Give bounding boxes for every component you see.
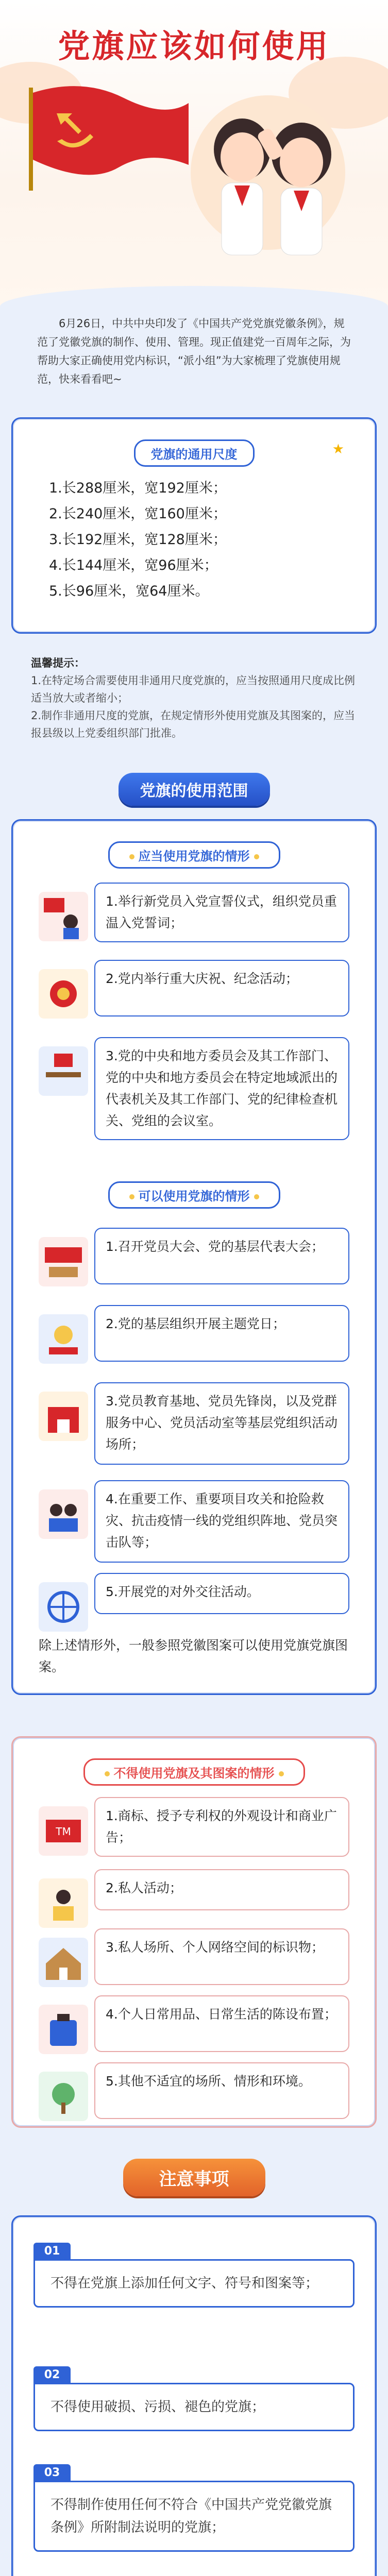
case-item [39, 1228, 349, 1305]
note-number: 02 [33, 2366, 71, 2384]
scope-cannot-card [11, 1736, 377, 2128]
case-item [39, 2062, 349, 2140]
can-use-heading: 可以使用党旗的情形 [108, 1181, 280, 1209]
case-item [39, 1480, 349, 1578]
header-banner [0, 0, 388, 307]
tips-section [31, 654, 357, 742]
header-wave [0, 286, 388, 307]
case-text: 1.召开党员大会、党的基层代表大会； [94, 1228, 349, 1284]
case-item [39, 1995, 349, 2073]
foreign-exchange-icon [39, 1582, 88, 1632]
size-item: 2.长240厘米，宽160厘米； [49, 506, 227, 522]
case-text: 2.党的基层组织开展主题党日； [94, 1305, 349, 1362]
size-item: 5.长96厘米，宽64厘米。 [49, 583, 209, 599]
assembly-icon [39, 1237, 88, 1286]
private-event-icon [39, 1878, 88, 1928]
case-item [39, 1037, 349, 1156]
case-text: 4.在重要工作、重要项目攻关和抢险救灾、抗击疫情一线的党组织阵地、党员突击队等； [94, 1480, 349, 1563]
can-use-footer: 除上述情形外，一般参照党徽图案可以使用党旗党旗图案。 [39, 1638, 348, 1674]
saluting-students-illustration [185, 88, 356, 258]
tips-label: 温馨提示： [31, 657, 85, 669]
oath-ceremony-icon [39, 892, 88, 941]
scope-should-can-card [11, 819, 377, 1695]
case-text: 2.私人活动； [94, 1869, 349, 1910]
daily-goods-icon [39, 2005, 88, 2054]
private-place-icon [39, 1938, 88, 1987]
meeting-room-icon [39, 1046, 88, 1096]
case-text: 4.个人日常用品、日常生活的陈设布置； [94, 1995, 349, 2052]
case-text: 5.其他不适宜的场所、情形和环境。 [94, 2062, 349, 2119]
intro-paragraph: 6月26日，中共中央印发了《中国共产党党旗党徽条例》，规范了党徽党旗的制作、使用、管理。现正值建党一百周年之际，为帮助大家正确使用党内标识，“派小组”为大家梳理了党旗使用规范，快来看看吧~ [37, 317, 351, 385]
case-text: 2.党内举行重大庆祝、纪念活动； [94, 960, 349, 1016]
case-item [39, 1305, 349, 1382]
note-number: 03 [33, 2464, 71, 2482]
celebration-icon [39, 969, 88, 1019]
trademark-icon [39, 1806, 88, 1856]
flag-size-list [49, 476, 227, 604]
note-text: 不得在党旗上添加任何文字、符号和图案等； [33, 2259, 355, 2308]
case-text: 3.私人场所、个人网络空间的标识物； [94, 1928, 349, 1985]
case-text: 3.党员教育基地、党员先锋岗，以及党群服务中心、党员活动室等基层党组织活动场所； [94, 1382, 349, 1465]
should-use-heading: 应当使用党旗的情形 [108, 841, 280, 869]
note-text: 不得制作使用任何不符合《中国共产党党徽党旗条例》所附制法说明的党旗； [33, 2481, 355, 2552]
case-text: 1.举行新党员入党宣誓仪式，组织党员重温入党誓词； [94, 883, 349, 942]
note-number: 01 [33, 2243, 71, 2260]
frontline-team-icon [39, 1489, 88, 1539]
tip-item: 2.制作非通用尺度的党旗，在规定情形外使用党旗及其图案的，应当报县级以上党委组织部门批准。 [31, 709, 356, 739]
theme-day-icon [39, 1314, 88, 1364]
star-icon: ★ [332, 442, 344, 457]
case-text: 1.商标、授予专利权的外观设计和商业广告； [94, 1797, 349, 1857]
case-item [39, 1797, 349, 1874]
service-center-icon [39, 1392, 88, 1441]
case-item [39, 960, 349, 1037]
tip-item: 1.在特定场合需要使用非通用尺度党旗的，应当按照通用尺度成比例适当放大或者缩小； [31, 674, 356, 704]
size-item: 3.长192厘米，宽128厘米； [49, 532, 227, 548]
party-flag-illustration [21, 82, 191, 191]
svg-text:TM: TM [56, 1825, 71, 1838]
flag-size-card [11, 417, 377, 634]
environment-icon [39, 2072, 88, 2121]
cannot-use-heading: 不得使用党旗及其图案的情形 [83, 1758, 305, 1786]
case-item [39, 1928, 349, 2006]
size-item: 4.长144厘米，宽96厘米； [49, 557, 218, 573]
scope-heading: 党旗的使用范围 [119, 773, 270, 806]
flag-size-heading: 党旗的通用尺度 [134, 439, 255, 467]
case-text: 3.党的中央和地方委员会及其工作部门、党的中央和地方委员会在特定地域派出的代表机关及其工作部门、党的纪律检查机关、党组的会议室。 [94, 1037, 349, 1140]
case-item [39, 1382, 349, 1480]
note-text: 不得使用破损、污损、褪色的党旗； [33, 2383, 355, 2431]
size-item: 1.长288厘米，宽192厘米； [49, 480, 227, 496]
case-text: 5.开展党的对外交往活动。 [94, 1573, 349, 1614]
notes-card [11, 2215, 377, 2576]
case-item [39, 883, 349, 960]
page-title: 党旗应该如何使用 [58, 27, 330, 65]
notes-heading: 注意事项 [123, 2159, 265, 2196]
